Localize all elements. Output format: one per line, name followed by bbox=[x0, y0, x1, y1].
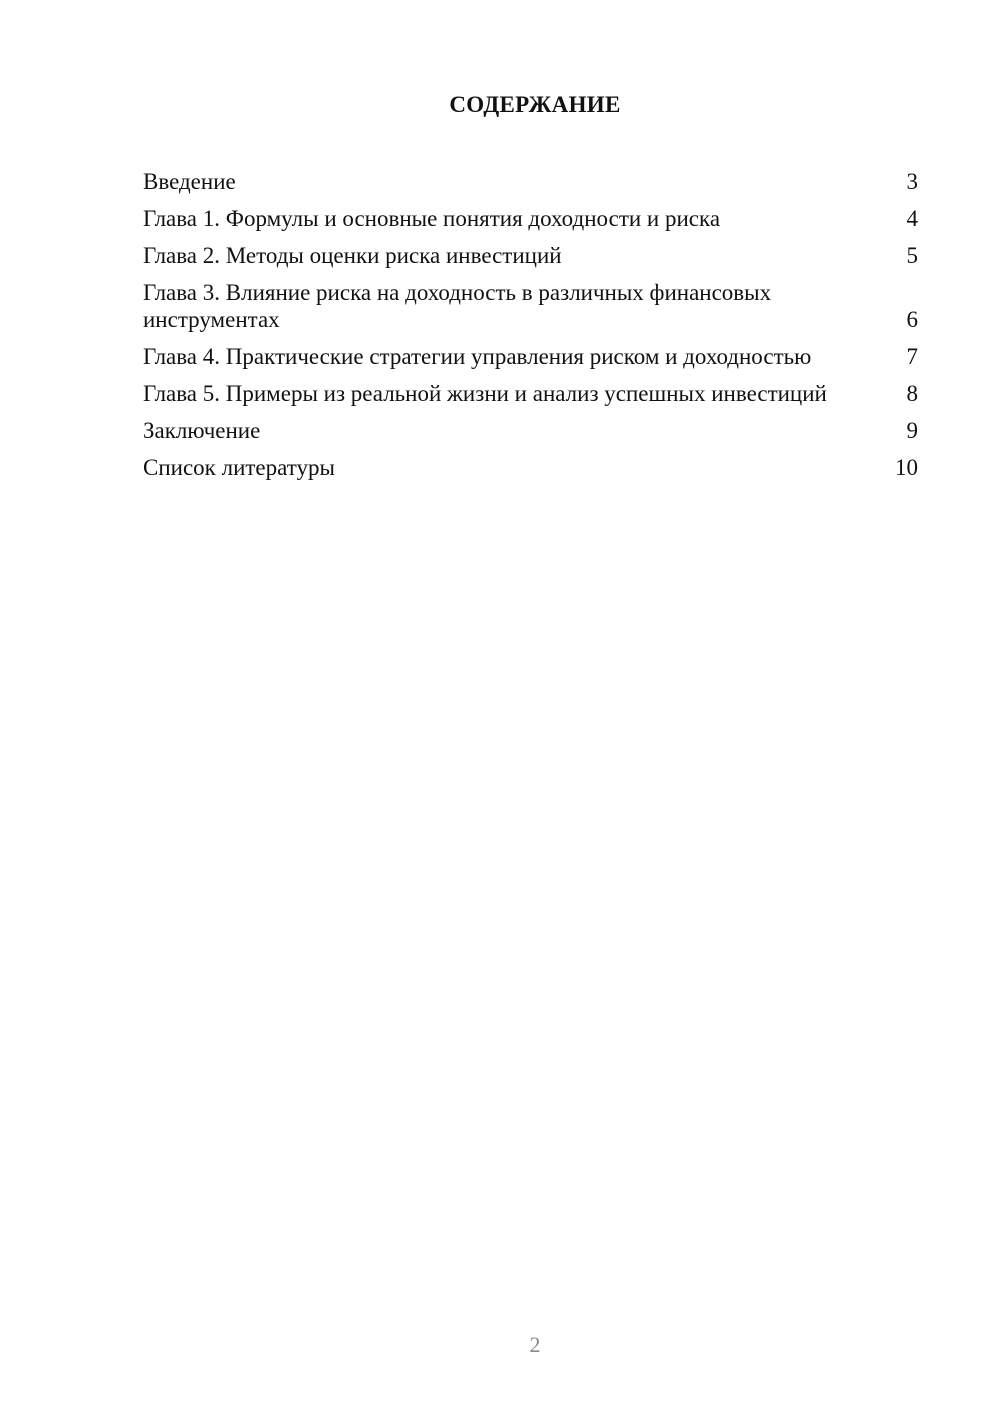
toc-entry-title: Список литературы bbox=[143, 455, 335, 480]
toc-entry-chapter-5[interactable] bbox=[143, 380, 918, 407]
toc-entry-conclusion[interactable] bbox=[143, 417, 918, 444]
toc-entry-page: 4 bbox=[906, 206, 918, 231]
toc-entry-page: 9 bbox=[906, 418, 918, 443]
toc-entry-title: Глава 5. Примеры из реальной жизни и анализ успешных инвестиций bbox=[143, 381, 827, 406]
page-title: СОДЕРЖАНИЕ bbox=[449, 92, 621, 117]
toc-entry-chapter-2[interactable] bbox=[143, 242, 918, 269]
toc-entry-title: Глава 1. Формулы и основные понятия доходности и риска bbox=[143, 206, 721, 231]
toc-entry-title: Глава 4. Практические стратегии управления риском и доходностью bbox=[143, 344, 812, 369]
toc-entry-chapter-1[interactable] bbox=[143, 205, 918, 232]
toc-entry-page: 3 bbox=[906, 169, 918, 194]
page-number: 2 bbox=[529, 1332, 541, 1357]
toc-entry-chapter-4[interactable] bbox=[143, 343, 918, 370]
toc-entry-chapter-3[interactable] bbox=[143, 279, 918, 333]
toc-entry-references[interactable] bbox=[143, 454, 918, 481]
toc-entry-title: Глава 3. Влияние риска на доходность в различных финансовых инструментах bbox=[143, 280, 772, 332]
toc-entry-page: 10 bbox=[895, 455, 918, 480]
toc-entry-page: 5 bbox=[906, 243, 918, 268]
toc-entry-page: 8 bbox=[906, 381, 918, 406]
toc-entry-title: Введение bbox=[143, 169, 236, 194]
toc-entry-page: 7 bbox=[906, 344, 918, 369]
toc-entry-title: Заключение bbox=[143, 418, 261, 443]
table-of-contents bbox=[143, 168, 918, 491]
toc-entry-page: 6 bbox=[906, 307, 918, 332]
toc-entry-title: Глава 2. Методы оценки риска инвестиций bbox=[143, 243, 562, 268]
toc-entry-introduction[interactable] bbox=[143, 168, 918, 195]
